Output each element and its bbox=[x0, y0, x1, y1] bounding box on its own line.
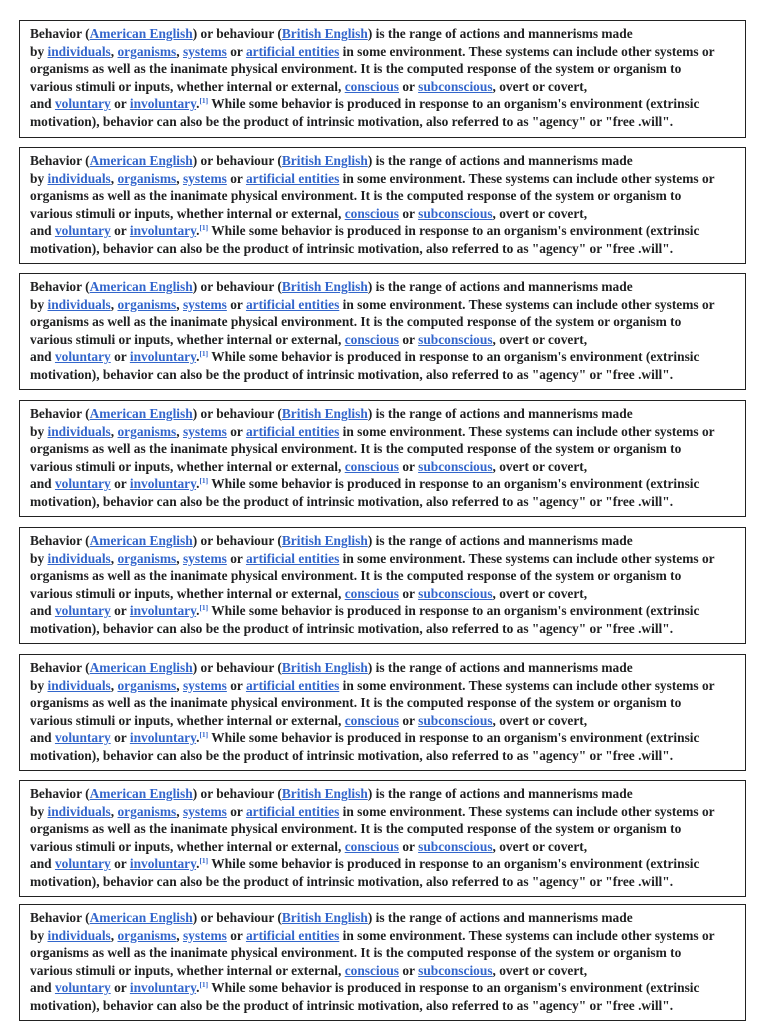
text-line bbox=[30, 659, 737, 677]
text-block-3 bbox=[19, 273, 746, 390]
link-subconscious[interactable]: subconscious bbox=[418, 962, 493, 978]
link-organisms[interactable]: organisms bbox=[117, 43, 177, 59]
text-line bbox=[30, 313, 737, 331]
link-systems[interactable]: systems bbox=[182, 43, 227, 59]
link-voluntary[interactable]: voluntary bbox=[54, 349, 111, 365]
text-run: , bbox=[176, 927, 183, 943]
text-line bbox=[30, 944, 737, 962]
text-run: or bbox=[226, 423, 246, 439]
text-line bbox=[30, 348, 737, 366]
text-run: Behavior ( bbox=[30, 533, 90, 548]
text-line bbox=[30, 296, 737, 314]
text-run: and bbox=[30, 980, 55, 996]
text-run: , bbox=[176, 550, 183, 566]
link-artificial-entities[interactable]: artificial entities bbox=[245, 170, 340, 186]
text-line bbox=[30, 677, 737, 695]
link-subconscious[interactable]: subconscious bbox=[418, 585, 493, 601]
text-run: , bbox=[110, 423, 118, 439]
text-run: . bbox=[196, 476, 200, 492]
link-conscious[interactable]: conscious bbox=[344, 962, 400, 978]
text-run: by bbox=[30, 550, 48, 566]
link-individuals[interactable]: individuals bbox=[47, 43, 111, 59]
reference-superscript[interactable] bbox=[199, 980, 208, 989]
reference-link[interactable]: [1] bbox=[199, 96, 209, 106]
text-run: or bbox=[399, 962, 419, 978]
reference-link[interactable]: [1] bbox=[199, 730, 209, 740]
link-individuals[interactable]: individuals bbox=[47, 296, 111, 312]
link-individuals[interactable]: individuals bbox=[47, 803, 111, 819]
text-line bbox=[30, 729, 737, 747]
text-line bbox=[30, 152, 737, 170]
text-run: motivation), behavior can also be the product of intrinsic motivation, also referred to as "agency" or "free .will". bbox=[30, 113, 674, 129]
reference-link[interactable]: [1] bbox=[199, 856, 209, 866]
text-block-1 bbox=[19, 20, 746, 138]
text-run: or bbox=[110, 223, 130, 239]
text-run: , overt or covert, bbox=[492, 585, 588, 601]
link-subconscious[interactable]: subconscious bbox=[418, 838, 493, 854]
text-run: organisms as well as the inanimate physical environment. It is the computed response of the system or organism to bbox=[30, 695, 682, 711]
text-block-4 bbox=[19, 400, 746, 517]
link-organisms[interactable]: organisms bbox=[117, 423, 177, 439]
text-line bbox=[30, 585, 737, 603]
link-individuals[interactable]: individuals bbox=[47, 170, 111, 186]
link-conscious[interactable]: conscious bbox=[344, 205, 400, 221]
text-run: by bbox=[30, 927, 48, 943]
text-run: , bbox=[110, 170, 118, 186]
text-line bbox=[30, 475, 737, 493]
text-run: ) or behaviour ( bbox=[192, 153, 282, 168]
link-involuntary[interactable]: involuntary bbox=[129, 856, 197, 872]
link-involuntary[interactable]: involuntary bbox=[129, 730, 197, 746]
reference-superscript[interactable] bbox=[199, 730, 208, 739]
text-run: . bbox=[196, 349, 200, 365]
text-run: While some behavior is produced in response to an organism's environment (extrinsic bbox=[208, 856, 700, 872]
text-line bbox=[30, 170, 737, 188]
text-line bbox=[30, 855, 737, 873]
text-line bbox=[30, 440, 737, 458]
text-run: by bbox=[30, 423, 48, 439]
link-systems[interactable]: systems bbox=[182, 423, 227, 439]
link-involuntary[interactable]: involuntary bbox=[129, 603, 197, 619]
text-run: and bbox=[30, 349, 55, 365]
reference-link[interactable]: [1] bbox=[199, 349, 209, 359]
text-run: or bbox=[399, 712, 419, 728]
text-run: ) or behaviour ( bbox=[192, 279, 282, 294]
text-run: , overt or covert, bbox=[492, 458, 588, 474]
text-run: , overt or covert, bbox=[492, 78, 588, 94]
link-organisms[interactable]: organisms bbox=[117, 677, 177, 693]
text-line bbox=[30, 493, 737, 511]
link-american-english[interactable]: American English bbox=[89, 406, 193, 421]
link-voluntary[interactable]: voluntary bbox=[54, 730, 111, 746]
text-run: or bbox=[110, 730, 130, 746]
text-block-5 bbox=[19, 527, 746, 644]
reference-link[interactable]: [1] bbox=[199, 603, 209, 613]
text-line bbox=[30, 240, 737, 258]
link-british-english[interactable]: British English bbox=[281, 910, 368, 925]
text-run: or bbox=[226, 927, 246, 943]
text-line bbox=[30, 331, 737, 349]
link-conscious[interactable]: conscious bbox=[344, 78, 400, 94]
link-involuntary[interactable]: involuntary bbox=[129, 349, 197, 365]
text-run: . bbox=[196, 980, 200, 996]
text-run: ) or behaviour ( bbox=[192, 406, 282, 421]
link-systems[interactable]: systems bbox=[182, 803, 227, 819]
text-line bbox=[30, 222, 737, 240]
text-run: , bbox=[176, 677, 183, 693]
text-run: or bbox=[399, 458, 419, 474]
text-run: , bbox=[110, 803, 118, 819]
text-run: ) or behaviour ( bbox=[192, 660, 282, 675]
link-subconscious[interactable]: subconscious bbox=[418, 78, 493, 94]
text-run: , bbox=[176, 43, 183, 59]
text-run: or bbox=[226, 170, 246, 186]
text-run: ) is the range of actions and mannerisms made bbox=[367, 660, 633, 675]
text-run: Behavior ( bbox=[30, 786, 90, 801]
text-run: various stimuli or inputs, whether internal or external, bbox=[30, 962, 345, 978]
text-run: or bbox=[399, 585, 419, 601]
text-run: . bbox=[196, 96, 200, 112]
text-run: or bbox=[110, 476, 130, 492]
link-systems[interactable]: systems bbox=[182, 550, 227, 566]
text-run: by bbox=[30, 43, 48, 59]
link-organisms[interactable]: organisms bbox=[117, 550, 177, 566]
link-involuntary[interactable]: involuntary bbox=[129, 476, 197, 492]
text-line bbox=[30, 803, 737, 821]
text-run: While some behavior is produced in response to an organism's environment (extrinsic bbox=[208, 96, 700, 112]
text-line bbox=[30, 205, 737, 223]
link-involuntary[interactable]: involuntary bbox=[129, 980, 197, 996]
link-subconscious[interactable]: subconscious bbox=[418, 712, 493, 728]
text-run: organisms as well as the inanimate physical environment. It is the computed response of the system or organism to bbox=[30, 61, 682, 77]
text-run: , overt or covert, bbox=[492, 205, 588, 221]
text-run: or bbox=[110, 980, 130, 996]
link-artificial-entities[interactable]: artificial entities bbox=[245, 803, 340, 819]
link-subconscious[interactable]: subconscious bbox=[418, 331, 493, 347]
text-run: or bbox=[110, 96, 130, 112]
text-run: in some environment. These systems can include other systems or bbox=[339, 803, 715, 819]
text-run: or bbox=[226, 550, 246, 566]
text-run: organisms as well as the inanimate physical environment. It is the computed response of the system or organism to bbox=[30, 314, 682, 330]
text-line bbox=[30, 113, 737, 131]
link-organisms[interactable]: organisms bbox=[117, 170, 177, 186]
text-run: , overt or covert, bbox=[492, 331, 588, 347]
link-systems[interactable]: systems bbox=[182, 296, 227, 312]
link-voluntary[interactable]: voluntary bbox=[54, 603, 111, 619]
text-run: , bbox=[110, 927, 118, 943]
text-run: While some behavior is produced in response to an organism's environment (extrinsic bbox=[208, 730, 700, 746]
text-run: by bbox=[30, 170, 48, 186]
reference-superscript[interactable] bbox=[199, 603, 208, 612]
text-run: and bbox=[30, 96, 55, 112]
link-organisms[interactable]: organisms bbox=[117, 296, 177, 312]
text-run: or bbox=[226, 296, 246, 312]
text-run: ) is the range of actions and mannerisms made bbox=[367, 786, 633, 801]
link-voluntary[interactable]: voluntary bbox=[54, 96, 111, 112]
text-run: While some behavior is produced in response to an organism's environment (extrinsic bbox=[208, 476, 700, 492]
text-run: motivation), behavior can also be the product of intrinsic motivation, also referred to as "agency" or "free .will". bbox=[30, 873, 674, 889]
text-line bbox=[30, 820, 737, 838]
text-line bbox=[30, 95, 737, 113]
link-american-english[interactable]: American English bbox=[89, 533, 193, 548]
text-block-6 bbox=[19, 654, 746, 771]
link-american-english[interactable]: American English bbox=[89, 26, 193, 41]
text-line bbox=[30, 838, 737, 856]
text-run: , bbox=[110, 296, 118, 312]
text-run: , bbox=[110, 43, 118, 59]
text-run: motivation), behavior can also be the product of intrinsic motivation, also referred to as "agency" or "free .will". bbox=[30, 366, 674, 382]
reference-link[interactable]: [1] bbox=[199, 980, 209, 990]
text-run: in some environment. These systems can include other systems or bbox=[339, 170, 715, 186]
text-line bbox=[30, 927, 737, 945]
link-artificial-entities[interactable]: artificial entities bbox=[245, 296, 340, 312]
text-run: or bbox=[226, 43, 246, 59]
text-run: While some behavior is produced in response to an organism's environment (extrinsic bbox=[208, 980, 700, 996]
link-individuals[interactable]: individuals bbox=[47, 423, 111, 439]
text-run: ) is the range of actions and mannerisms made bbox=[367, 26, 633, 41]
text-run: Behavior ( bbox=[30, 660, 90, 675]
text-line bbox=[30, 405, 737, 423]
text-run: various stimuli or inputs, whether internal or external, bbox=[30, 205, 345, 221]
reference-superscript[interactable] bbox=[199, 349, 208, 358]
text-run: While some behavior is produced in response to an organism's environment (extrinsic bbox=[208, 349, 700, 365]
text-run: . bbox=[196, 223, 200, 239]
text-run: organisms as well as the inanimate physical environment. It is the computed response of the system or organism to bbox=[30, 568, 682, 584]
text-run: Behavior ( bbox=[30, 406, 90, 421]
text-run: various stimuli or inputs, whether internal or external, bbox=[30, 458, 345, 474]
link-american-english[interactable]: American English bbox=[89, 279, 193, 294]
text-run: various stimuli or inputs, whether internal or external, bbox=[30, 838, 345, 854]
link-british-english[interactable]: British English bbox=[281, 26, 368, 41]
text-line bbox=[30, 873, 737, 891]
text-run: organisms as well as the inanimate physical environment. It is the computed response of the system or organism to bbox=[30, 821, 682, 837]
link-british-english[interactable]: British English bbox=[281, 153, 368, 168]
link-systems[interactable]: systems bbox=[182, 927, 227, 943]
text-run: While some behavior is produced in response to an organism's environment (extrinsic bbox=[208, 223, 700, 239]
text-run: ) or behaviour ( bbox=[192, 533, 282, 548]
text-run: or bbox=[110, 856, 130, 872]
text-line bbox=[30, 423, 737, 441]
link-voluntary[interactable]: voluntary bbox=[54, 223, 111, 239]
text-line bbox=[30, 366, 737, 384]
link-organisms[interactable]: organisms bbox=[117, 803, 177, 819]
link-systems[interactable]: systems bbox=[182, 170, 227, 186]
text-run: . bbox=[196, 603, 200, 619]
text-run: or bbox=[399, 838, 419, 854]
text-line bbox=[30, 550, 737, 568]
text-line bbox=[30, 187, 737, 205]
link-conscious[interactable]: conscious bbox=[344, 838, 400, 854]
text-run: or bbox=[399, 78, 419, 94]
link-artificial-entities[interactable]: artificial entities bbox=[245, 677, 340, 693]
text-run: or bbox=[110, 603, 130, 619]
reference-link[interactable]: [1] bbox=[199, 476, 209, 486]
text-run: or bbox=[226, 677, 246, 693]
text-run: and bbox=[30, 856, 55, 872]
text-block-8 bbox=[19, 904, 746, 1021]
text-run: or bbox=[226, 803, 246, 819]
text-line bbox=[30, 620, 737, 638]
text-run: in some environment. These systems can include other systems or bbox=[339, 550, 715, 566]
link-conscious[interactable]: conscious bbox=[344, 712, 400, 728]
link-artificial-entities[interactable]: artificial entities bbox=[245, 550, 340, 566]
reference-superscript[interactable] bbox=[199, 96, 208, 105]
link-individuals[interactable]: individuals bbox=[47, 927, 111, 943]
text-run: . bbox=[196, 856, 200, 872]
link-artificial-entities[interactable]: artificial entities bbox=[245, 423, 340, 439]
link-british-english[interactable]: British English bbox=[281, 406, 368, 421]
text-run: , bbox=[110, 550, 118, 566]
link-artificial-entities[interactable]: artificial entities bbox=[245, 927, 340, 943]
link-individuals[interactable]: individuals bbox=[47, 550, 111, 566]
link-british-english[interactable]: British English bbox=[281, 660, 368, 675]
text-run: and bbox=[30, 730, 55, 746]
text-run: motivation), behavior can also be the product of intrinsic motivation, also referred to as "agency" or "free .will". bbox=[30, 240, 674, 256]
text-run: ) or behaviour ( bbox=[192, 26, 282, 41]
link-british-english[interactable]: British English bbox=[281, 533, 368, 548]
link-involuntary[interactable]: involuntary bbox=[129, 96, 197, 112]
text-line bbox=[30, 909, 737, 927]
text-run: ) is the range of actions and mannerisms made bbox=[367, 533, 633, 548]
text-run: motivation), behavior can also be the product of intrinsic motivation, also referred to as "agency" or "free .will". bbox=[30, 493, 674, 509]
text-run: by bbox=[30, 803, 48, 819]
link-conscious[interactable]: conscious bbox=[344, 331, 400, 347]
link-voluntary[interactable]: voluntary bbox=[54, 856, 111, 872]
text-run: ) or behaviour ( bbox=[192, 910, 282, 925]
text-line bbox=[30, 458, 737, 476]
text-run: , bbox=[176, 296, 183, 312]
text-line bbox=[30, 60, 737, 78]
text-run: ) is the range of actions and mannerisms made bbox=[367, 153, 633, 168]
text-line bbox=[30, 25, 737, 43]
link-voluntary[interactable]: voluntary bbox=[54, 476, 111, 492]
text-line bbox=[30, 997, 737, 1015]
reference-superscript[interactable] bbox=[199, 476, 208, 485]
text-run: ) is the range of actions and mannerisms made bbox=[367, 279, 633, 294]
text-run: , overt or covert, bbox=[492, 838, 588, 854]
text-run: organisms as well as the inanimate physical environment. It is the computed response of the system or organism to bbox=[30, 188, 682, 204]
text-run: , bbox=[176, 170, 183, 186]
link-american-english[interactable]: American English bbox=[89, 153, 193, 168]
text-run: and bbox=[30, 476, 55, 492]
text-run: or bbox=[399, 205, 419, 221]
text-line bbox=[30, 747, 737, 765]
text-block-2 bbox=[19, 147, 746, 264]
text-run: various stimuli or inputs, whether internal or external, bbox=[30, 712, 345, 728]
text-run: various stimuli or inputs, whether internal or external, bbox=[30, 585, 345, 601]
text-run: in some environment. These systems can include other systems or bbox=[339, 43, 715, 59]
link-american-english[interactable]: American English bbox=[89, 660, 193, 675]
link-conscious[interactable]: conscious bbox=[344, 458, 400, 474]
text-run: in some environment. These systems can include other systems or bbox=[339, 296, 715, 312]
text-line bbox=[30, 532, 737, 550]
text-run: various stimuli or inputs, whether internal or external, bbox=[30, 331, 345, 347]
link-british-english[interactable]: British English bbox=[281, 786, 368, 801]
text-run: in some environment. These systems can include other systems or bbox=[339, 423, 715, 439]
link-individuals[interactable]: individuals bbox=[47, 677, 111, 693]
link-subconscious[interactable]: subconscious bbox=[418, 205, 493, 221]
text-run: motivation), behavior can also be the product of intrinsic motivation, also referred to as "agency" or "free .will". bbox=[30, 620, 674, 636]
text-line bbox=[30, 602, 737, 620]
reference-superscript[interactable] bbox=[199, 223, 208, 232]
text-line bbox=[30, 567, 737, 585]
link-involuntary[interactable]: involuntary bbox=[129, 223, 197, 239]
text-run: or bbox=[110, 349, 130, 365]
text-run: Behavior ( bbox=[30, 910, 90, 925]
text-run: motivation), behavior can also be the product of intrinsic motivation, also referred to as "agency" or "free .will". bbox=[30, 747, 674, 763]
link-artificial-entities[interactable]: artificial entities bbox=[245, 43, 340, 59]
text-run: motivation), behavior can also be the product of intrinsic motivation, also referred to as "agency" or "free .will". bbox=[30, 997, 674, 1013]
text-line bbox=[30, 785, 737, 803]
text-line bbox=[30, 43, 737, 61]
text-run: Behavior ( bbox=[30, 26, 90, 41]
link-organisms[interactable]: organisms bbox=[117, 927, 177, 943]
text-run: ) is the range of actions and mannerisms made bbox=[367, 406, 633, 421]
text-run: organisms as well as the inanimate physical environment. It is the computed response of the system or organism to bbox=[30, 441, 682, 457]
text-run: While some behavior is produced in response to an organism's environment (extrinsic bbox=[208, 603, 700, 619]
text-run: organisms as well as the inanimate physical environment. It is the computed response of the system or organism to bbox=[30, 945, 682, 961]
text-run: in some environment. These systems can include other systems or bbox=[339, 677, 715, 693]
link-voluntary[interactable]: voluntary bbox=[54, 980, 111, 996]
link-systems[interactable]: systems bbox=[182, 677, 227, 693]
text-run: ) is the range of actions and mannerisms made bbox=[367, 910, 633, 925]
text-run: ) or behaviour ( bbox=[192, 786, 282, 801]
link-american-english[interactable]: American English bbox=[89, 910, 193, 925]
text-line bbox=[30, 78, 737, 96]
text-line bbox=[30, 278, 737, 296]
text-run: or bbox=[399, 331, 419, 347]
text-run: and bbox=[30, 603, 55, 619]
link-british-english[interactable]: British English bbox=[281, 279, 368, 294]
text-run: , bbox=[176, 803, 183, 819]
text-line bbox=[30, 694, 737, 712]
link-conscious[interactable]: conscious bbox=[344, 585, 400, 601]
link-american-english[interactable]: American English bbox=[89, 786, 193, 801]
text-run: , overt or covert, bbox=[492, 962, 588, 978]
text-run: Behavior ( bbox=[30, 279, 90, 294]
text-run: , overt or covert, bbox=[492, 712, 588, 728]
text-line bbox=[30, 962, 737, 980]
text-block-7 bbox=[19, 780, 746, 897]
text-run: and bbox=[30, 223, 55, 239]
text-run: , bbox=[176, 423, 183, 439]
text-run: Behavior ( bbox=[30, 153, 90, 168]
reference-superscript[interactable] bbox=[199, 856, 208, 865]
text-run: in some environment. These systems can include other systems or bbox=[339, 927, 715, 943]
text-run: . bbox=[196, 730, 200, 746]
text-run: by bbox=[30, 677, 48, 693]
text-run: various stimuli or inputs, whether internal or external, bbox=[30, 78, 345, 94]
text-line bbox=[30, 712, 737, 730]
link-subconscious[interactable]: subconscious bbox=[418, 458, 493, 474]
text-line bbox=[30, 979, 737, 997]
text-run: , bbox=[110, 677, 118, 693]
text-run: by bbox=[30, 296, 48, 312]
reference-link[interactable]: [1] bbox=[199, 223, 209, 233]
